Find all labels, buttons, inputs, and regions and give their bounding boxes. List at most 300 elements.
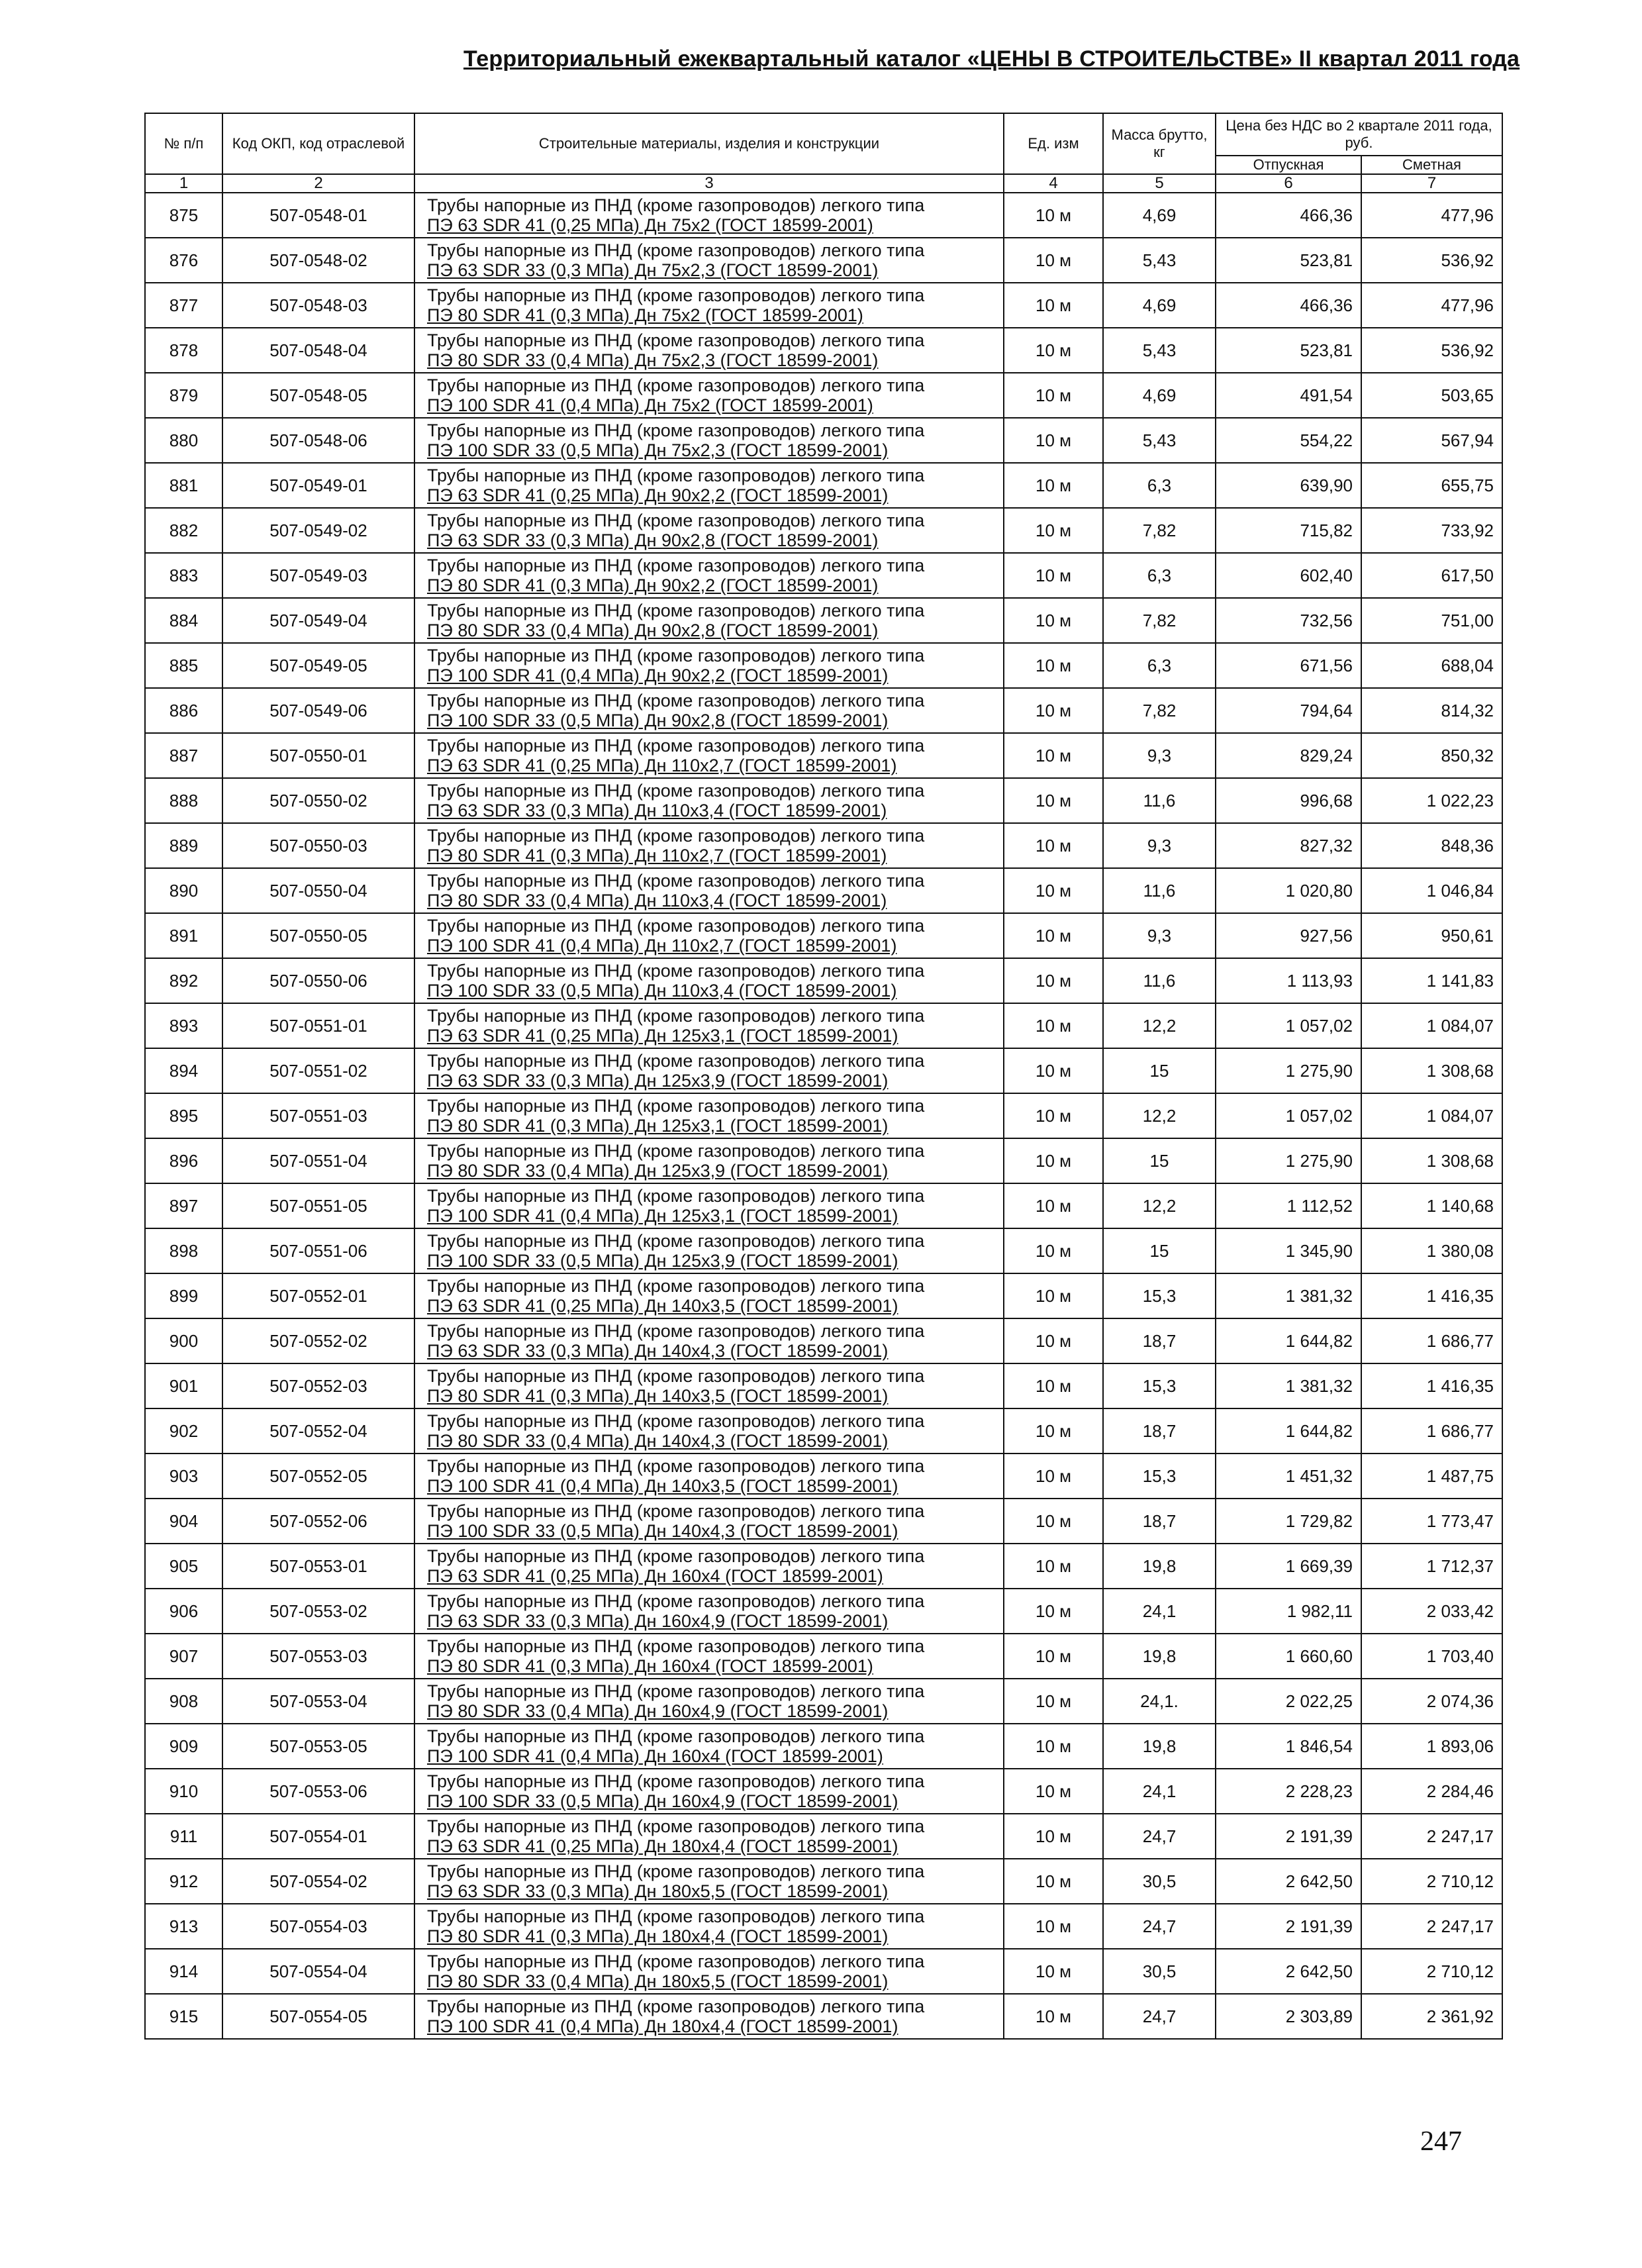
unit: 10 м	[1004, 1814, 1103, 1859]
material-description	[414, 193, 1004, 238]
price-estimate: 2 247,17	[1361, 1814, 1502, 1859]
okp-code: 507-0548-04	[222, 328, 414, 373]
mass: 11,6	[1103, 778, 1216, 823]
material-description	[414, 868, 1004, 913]
mass: 18,7	[1103, 1499, 1216, 1544]
mass: 15,3	[1103, 1454, 1216, 1499]
material-name: Трубы напорные из ПНД (кроме газопроводов) легкого типа	[427, 330, 925, 350]
unit: 10 м	[1004, 958, 1103, 1003]
price-release: 1 345,90	[1216, 1228, 1361, 1273]
material-spec: ПЭ 63 SDR 33 (0,3 МПа) Дн 75х2,3 (ГОСТ 18599-2001)	[427, 260, 879, 280]
table-row	[145, 1679, 1502, 1724]
table-row	[145, 1499, 1502, 1544]
price-release: 1 729,82	[1216, 1499, 1361, 1544]
material-spec: ПЭ 80 SDR 41 (0,3 МПа) Дн 75х2 (ГОСТ 18599-2001)	[427, 305, 863, 325]
material-description	[414, 373, 1004, 418]
material-name: Трубы напорные из ПНД (кроме газопроводов) легкого типа	[427, 1951, 925, 1971]
mass: 5,43	[1103, 238, 1216, 283]
price-release: 996,68	[1216, 778, 1361, 823]
table-row	[145, 1814, 1502, 1859]
table-header	[145, 113, 1502, 193]
material-name: Трубы напорные из ПНД (кроме газопроводов) легкого типа	[427, 1456, 925, 1476]
material-description	[414, 1544, 1004, 1589]
mass: 11,6	[1103, 868, 1216, 913]
unit: 10 м	[1004, 1589, 1103, 1634]
mass: 15	[1103, 1228, 1216, 1273]
material-spec: ПЭ 80 SDR 33 (0,4 МПа) Дн 110х3,4 (ГОСТ 18599-2001)	[427, 891, 887, 911]
material-description	[414, 688, 1004, 733]
table-row	[145, 1093, 1502, 1138]
row-number: 898	[145, 1228, 222, 1273]
material-description	[414, 1454, 1004, 1499]
price-estimate: 1 141,83	[1361, 958, 1502, 1003]
price-release: 1 275,90	[1216, 1138, 1361, 1183]
okp-code: 507-0550-01	[222, 733, 414, 778]
material-name: Трубы напорные из ПНД (кроме газопроводов) легкого типа	[427, 1006, 925, 1026]
unit: 10 м	[1004, 328, 1103, 373]
material-spec: ПЭ 80 SDR 41 (0,3 МПа) Дн 90х2,2 (ГОСТ 18599-2001)	[427, 575, 879, 595]
okp-code: 507-0549-04	[222, 598, 414, 643]
mass: 12,2	[1103, 1003, 1216, 1048]
material-name: Трубы напорные из ПНД (кроме газопроводов) легкого типа	[427, 1546, 925, 1566]
row-number: 889	[145, 823, 222, 868]
material-name: Трубы напорные из ПНД (кроме газопроводов) легкого типа	[427, 556, 925, 575]
mass: 24,7	[1103, 1904, 1216, 1949]
table-row	[145, 1363, 1502, 1408]
unit: 10 м	[1004, 823, 1103, 868]
row-number: 876	[145, 238, 222, 283]
okp-code: 507-0552-06	[222, 1499, 414, 1544]
price-estimate: 814,32	[1361, 688, 1502, 733]
column-number: 6	[1216, 174, 1361, 193]
material-description	[414, 1003, 1004, 1048]
table-row	[145, 1273, 1502, 1318]
price-estimate: 688,04	[1361, 643, 1502, 688]
material-name: Трубы напорные из ПНД (кроме газопроводов) легкого типа	[427, 375, 925, 395]
okp-code: 507-0550-03	[222, 823, 414, 868]
table-row	[145, 688, 1502, 733]
price-release: 523,81	[1216, 238, 1361, 283]
price-estimate: 1 308,68	[1361, 1138, 1502, 1183]
material-name: Трубы напорные из ПНД (кроме газопроводов) легкого типа	[427, 646, 925, 666]
row-number: 915	[145, 1994, 222, 2039]
material-spec: ПЭ 100 SDR 41 (0,4 МПа) Дн 180х4,4 (ГОСТ 18599-2001)	[427, 2016, 898, 2036]
row-number: 887	[145, 733, 222, 778]
okp-code: 507-0554-03	[222, 1904, 414, 1949]
price-release: 715,82	[1216, 508, 1361, 553]
row-number: 902	[145, 1408, 222, 1454]
material-name: Трубы напорные из ПНД (кроме газопроводов) легкого типа	[427, 1681, 925, 1701]
mass: 15	[1103, 1048, 1216, 1093]
price-estimate: 2 361,92	[1361, 1994, 1502, 2039]
material-spec: ПЭ 63 SDR 41 (0,25 МПа) Дн 125х3,1 (ГОСТ 18599-2001)	[427, 1026, 898, 1046]
okp-code: 507-0549-06	[222, 688, 414, 733]
material-spec: ПЭ 63 SDR 33 (0,3 МПа) Дн 160х4,9 (ГОСТ 18599-2001)	[427, 1611, 889, 1631]
material-description	[414, 643, 1004, 688]
table-row	[145, 1904, 1502, 1949]
okp-code: 507-0553-01	[222, 1544, 414, 1589]
col-header-materials: Строительные материалы, изделия и конструкции	[414, 113, 1004, 174]
price-estimate: 733,92	[1361, 508, 1502, 553]
material-spec: ПЭ 100 SDR 33 (0,5 МПа) Дн 75х2,3 (ГОСТ 18599-2001)	[427, 440, 889, 460]
material-spec: ПЭ 80 SDR 33 (0,4 МПа) Дн 160х4,9 (ГОСТ 18599-2001)	[427, 1701, 889, 1721]
price-release: 794,64	[1216, 688, 1361, 733]
material-description	[414, 283, 1004, 328]
mass: 24,7	[1103, 1814, 1216, 1859]
mass: 6,3	[1103, 643, 1216, 688]
price-estimate: 477,96	[1361, 193, 1502, 238]
price-estimate: 848,36	[1361, 823, 1502, 868]
okp-code: 507-0552-03	[222, 1363, 414, 1408]
price-table	[144, 113, 1503, 2040]
mass: 5,43	[1103, 328, 1216, 373]
okp-code: 507-0551-04	[222, 1138, 414, 1183]
mass: 9,3	[1103, 733, 1216, 778]
unit: 10 м	[1004, 1769, 1103, 1814]
material-name: Трубы напорные из ПНД (кроме газопроводов) легкого типа	[427, 961, 925, 981]
column-number: 1	[145, 174, 222, 193]
unit: 10 м	[1004, 238, 1103, 283]
price-estimate: 503,65	[1361, 373, 1502, 418]
material-name: Трубы напорные из ПНД (кроме газопроводов) легкого типа	[427, 1591, 925, 1611]
material-name: Трубы напорные из ПНД (кроме газопроводов) легкого типа	[427, 285, 925, 305]
row-number: 895	[145, 1093, 222, 1138]
unit: 10 м	[1004, 1273, 1103, 1318]
okp-code: 507-0551-02	[222, 1048, 414, 1093]
price-estimate: 1 703,40	[1361, 1634, 1502, 1679]
row-number: 885	[145, 643, 222, 688]
price-release: 1 451,32	[1216, 1454, 1361, 1499]
okp-code: 507-0551-05	[222, 1183, 414, 1228]
okp-code: 507-0553-05	[222, 1724, 414, 1769]
unit: 10 м	[1004, 1408, 1103, 1454]
okp-code: 507-0551-01	[222, 1003, 414, 1048]
unit: 10 м	[1004, 1228, 1103, 1273]
material-description	[414, 1634, 1004, 1679]
material-description	[414, 1679, 1004, 1724]
okp-code: 507-0549-01	[222, 463, 414, 508]
mass: 4,69	[1103, 373, 1216, 418]
material-name: Трубы напорные из ПНД (кроме газопроводов) легкого типа	[427, 1141, 925, 1161]
table-row	[145, 1138, 1502, 1183]
price-estimate: 655,75	[1361, 463, 1502, 508]
price-estimate: 1 140,68	[1361, 1183, 1502, 1228]
table-row	[145, 238, 1502, 283]
row-number: 886	[145, 688, 222, 733]
price-release: 1 275,90	[1216, 1048, 1361, 1093]
material-spec: ПЭ 100 SDR 41 (0,4 МПа) Дн 90х2,2 (ГОСТ 18599-2001)	[427, 666, 889, 685]
col-header-code: Код ОКП, код отраслевой	[222, 113, 414, 174]
material-name: Трубы напорные из ПНД (кроме газопроводов) легкого типа	[427, 601, 925, 620]
table-row	[145, 1003, 1502, 1048]
unit: 10 м	[1004, 418, 1103, 463]
table-row	[145, 283, 1502, 328]
table-row	[145, 1183, 1502, 1228]
material-description	[414, 1093, 1004, 1138]
material-spec: ПЭ 100 SDR 33 (0,5 МПа) Дн 125х3,9 (ГОСТ 18599-2001)	[427, 1251, 898, 1271]
row-number: 904	[145, 1499, 222, 1544]
row-number: 893	[145, 1003, 222, 1048]
material-description	[414, 1273, 1004, 1318]
price-release: 2 228,23	[1216, 1769, 1361, 1814]
okp-code: 507-0550-05	[222, 913, 414, 958]
unit: 10 м	[1004, 868, 1103, 913]
row-number: 880	[145, 418, 222, 463]
price-estimate: 751,00	[1361, 598, 1502, 643]
table-row	[145, 193, 1502, 238]
material-spec: ПЭ 80 SDR 41 (0,3 МПа) Дн 110х2,7 (ГОСТ 18599-2001)	[427, 846, 887, 865]
table-row	[145, 778, 1502, 823]
table-row	[145, 1634, 1502, 1679]
material-spec: ПЭ 63 SDR 41 (0,25 МПа) Дн 140х3,5 (ГОСТ 18599-2001)	[427, 1296, 898, 1316]
material-description	[414, 1183, 1004, 1228]
table-row	[145, 1769, 1502, 1814]
material-spec: ПЭ 100 SDR 41 (0,4 МПа) Дн 110х2,7 (ГОСТ 18599-2001)	[427, 936, 897, 956]
material-spec: ПЭ 63 SDR 33 (0,3 МПа) Дн 140х4,3 (ГОСТ 18599-2001)	[427, 1341, 889, 1361]
unit: 10 м	[1004, 1318, 1103, 1363]
material-spec: ПЭ 63 SDR 41 (0,25 МПа) Дн 75х2 (ГОСТ 18599-2001)	[427, 215, 873, 235]
price-estimate: 1 416,35	[1361, 1273, 1502, 1318]
table-row	[145, 1544, 1502, 1589]
unit: 10 м	[1004, 1183, 1103, 1228]
row-number: 907	[145, 1634, 222, 1679]
material-description	[414, 553, 1004, 598]
material-name: Трубы напорные из ПНД (кроме газопроводов) легкого типа	[427, 240, 925, 260]
price-release: 1 381,32	[1216, 1273, 1361, 1318]
material-description	[414, 328, 1004, 373]
material-description	[414, 958, 1004, 1003]
material-spec: ПЭ 63 SDR 33 (0,3 МПа) Дн 90х2,8 (ГОСТ 18599-2001)	[427, 530, 879, 550]
price-estimate: 1 046,84	[1361, 868, 1502, 913]
okp-code: 507-0554-02	[222, 1859, 414, 1904]
price-release: 2 191,39	[1216, 1904, 1361, 1949]
material-spec: ПЭ 80 SDR 33 (0,4 МПа) Дн 180х5,5 (ГОСТ 18599-2001)	[427, 1971, 889, 1991]
row-number: 913	[145, 1904, 222, 1949]
okp-code: 507-0554-05	[222, 1994, 414, 2039]
table-row	[145, 463, 1502, 508]
unit: 10 м	[1004, 283, 1103, 328]
price-estimate: 536,92	[1361, 238, 1502, 283]
material-spec: ПЭ 100 SDR 33 (0,5 МПа) Дн 110х3,4 (ГОСТ 18599-2001)	[427, 981, 897, 1001]
table-row	[145, 373, 1502, 418]
price-estimate: 2 247,17	[1361, 1904, 1502, 1949]
material-spec: ПЭ 63 SDR 33 (0,3 МПа) Дн 110х3,4 (ГОСТ 18599-2001)	[427, 801, 887, 820]
price-estimate: 1 084,07	[1361, 1093, 1502, 1138]
mass: 5,43	[1103, 418, 1216, 463]
material-description	[414, 1048, 1004, 1093]
material-description	[414, 733, 1004, 778]
price-release: 1 846,54	[1216, 1724, 1361, 1769]
unit: 10 м	[1004, 508, 1103, 553]
row-number: 910	[145, 1769, 222, 1814]
mass: 24,1	[1103, 1589, 1216, 1634]
material-spec: ПЭ 100 SDR 41 (0,4 МПа) Дн 140х3,5 (ГОСТ 18599-2001)	[427, 1476, 898, 1496]
unit: 10 м	[1004, 1724, 1103, 1769]
material-name: Трубы напорные из ПНД (кроме газопроводов) легкого типа	[427, 1366, 925, 1386]
material-description	[414, 1363, 1004, 1408]
okp-code: 507-0553-02	[222, 1589, 414, 1634]
price-release: 1 113,93	[1216, 958, 1361, 1003]
material-description	[414, 1814, 1004, 1859]
price-estimate: 2 710,12	[1361, 1949, 1502, 1994]
material-spec: ПЭ 100 SDR 41 (0,4 МПа) Дн 160х4 (ГОСТ 18599-2001)	[427, 1746, 883, 1766]
row-number: 897	[145, 1183, 222, 1228]
material-spec: ПЭ 80 SDR 41 (0,3 МПа) Дн 125х3,1 (ГОСТ 18599-2001)	[427, 1116, 889, 1136]
row-number: 879	[145, 373, 222, 418]
mass: 24,1.	[1103, 1679, 1216, 1724]
okp-code: 507-0552-05	[222, 1454, 414, 1499]
table-row	[145, 508, 1502, 553]
unit: 10 м	[1004, 1904, 1103, 1949]
table-row	[145, 1318, 1502, 1363]
price-release: 2 191,39	[1216, 1814, 1361, 1859]
material-name: Трубы напорные из ПНД (кроме газопроводов) легкого типа	[427, 511, 925, 530]
table-row	[145, 823, 1502, 868]
material-description	[414, 1318, 1004, 1363]
row-number: 912	[145, 1859, 222, 1904]
mass: 15,3	[1103, 1273, 1216, 1318]
row-number: 878	[145, 328, 222, 373]
unit: 10 м	[1004, 1454, 1103, 1499]
price-release: 554,22	[1216, 418, 1361, 463]
row-number: 882	[145, 508, 222, 553]
unit: 10 м	[1004, 1138, 1103, 1183]
column-number: 5	[1103, 174, 1216, 193]
price-estimate: 1 773,47	[1361, 1499, 1502, 1544]
table-row	[145, 643, 1502, 688]
unit: 10 м	[1004, 913, 1103, 958]
material-name: Трубы напорные из ПНД (кроме газопроводов) легкого типа	[427, 1096, 925, 1116]
unit: 10 м	[1004, 1093, 1103, 1138]
material-description	[414, 1949, 1004, 1994]
column-number: 7	[1361, 174, 1502, 193]
price-release: 1 982,11	[1216, 1589, 1361, 1634]
material-name: Трубы напорные из ПНД (кроме газопроводов) легкого типа	[427, 1411, 925, 1431]
row-number: 908	[145, 1679, 222, 1724]
row-number: 911	[145, 1814, 222, 1859]
okp-code: 507-0552-04	[222, 1408, 414, 1454]
row-number: 906	[145, 1589, 222, 1634]
table-row	[145, 913, 1502, 958]
row-number: 892	[145, 958, 222, 1003]
price-estimate: 1 308,68	[1361, 1048, 1502, 1093]
row-number: 899	[145, 1273, 222, 1318]
price-estimate: 850,32	[1361, 733, 1502, 778]
unit: 10 м	[1004, 1949, 1103, 1994]
material-description	[414, 1904, 1004, 1949]
price-estimate: 2 033,42	[1361, 1589, 1502, 1634]
price-estimate: 2 710,12	[1361, 1859, 1502, 1904]
row-number: 881	[145, 463, 222, 508]
row-number: 900	[145, 1318, 222, 1363]
unit: 10 м	[1004, 1994, 1103, 2039]
price-release: 491,54	[1216, 373, 1361, 418]
material-spec: ПЭ 100 SDR 41 (0,4 МПа) Дн 125х3,1 (ГОСТ 18599-2001)	[427, 1206, 898, 1226]
okp-code: 507-0553-03	[222, 1634, 414, 1679]
column-number: 4	[1004, 174, 1103, 193]
material-description	[414, 1769, 1004, 1814]
table-row	[145, 1454, 1502, 1499]
material-name: Трубы напорные из ПНД (кроме газопроводов) легкого типа	[427, 826, 925, 846]
col-header-num: № п/п	[145, 113, 222, 174]
price-estimate: 1 893,06	[1361, 1724, 1502, 1769]
okp-code: 507-0550-02	[222, 778, 414, 823]
price-release: 1 381,32	[1216, 1363, 1361, 1408]
material-name: Трубы напорные из ПНД (кроме газопроводов) легкого типа	[427, 466, 925, 485]
material-spec: ПЭ 63 SDR 41 (0,25 МПа) Дн 110х2,7 (ГОСТ 18599-2001)	[427, 756, 897, 775]
material-name: Трубы напорные из ПНД (кроме газопроводов) легкого типа	[427, 1186, 925, 1206]
mass: 19,8	[1103, 1544, 1216, 1589]
okp-code: 507-0554-01	[222, 1814, 414, 1859]
okp-code: 507-0553-06	[222, 1769, 414, 1814]
material-spec: ПЭ 63 SDR 41 (0,25 МПа) Дн 160х4 (ГОСТ 18599-2001)	[427, 1566, 883, 1586]
price-release: 827,32	[1216, 823, 1361, 868]
row-number: 888	[145, 778, 222, 823]
price-estimate: 477,96	[1361, 283, 1502, 328]
material-description	[414, 1859, 1004, 1904]
material-description	[414, 463, 1004, 508]
material-spec: ПЭ 80 SDR 41 (0,3 МПа) Дн 140х3,5 (ГОСТ 18599-2001)	[427, 1386, 889, 1406]
material-name: Трубы напорные из ПНД (кроме газопроводов) легкого типа	[427, 1726, 925, 1746]
material-spec: ПЭ 100 SDR 33 (0,5 МПа) Дн 140х4,3 (ГОСТ 18599-2001)	[427, 1521, 898, 1541]
okp-code: 507-0548-06	[222, 418, 414, 463]
price-release: 639,90	[1216, 463, 1361, 508]
material-name: Трубы напорные из ПНД (кроме газопроводов) легкого типа	[427, 691, 925, 711]
okp-code: 507-0552-01	[222, 1273, 414, 1318]
table-row	[145, 958, 1502, 1003]
table-row	[145, 1228, 1502, 1273]
material-name: Трубы напорные из ПНД (кроме газопроводов) легкого типа	[427, 1861, 925, 1881]
mass: 7,82	[1103, 688, 1216, 733]
material-spec: ПЭ 80 SDR 33 (0,4 МПа) Дн 125х3,9 (ГОСТ 18599-2001)	[427, 1161, 889, 1181]
material-description	[414, 598, 1004, 643]
mass: 30,5	[1103, 1859, 1216, 1904]
material-spec: ПЭ 63 SDR 41 (0,25 МПа) Дн 90х2,2 (ГОСТ 18599-2001)	[427, 485, 889, 505]
okp-code: 507-0548-01	[222, 193, 414, 238]
unit: 10 м	[1004, 733, 1103, 778]
price-release: 1 644,82	[1216, 1318, 1361, 1363]
table-row	[145, 1994, 1502, 2039]
page-number: 247	[1420, 2126, 1462, 2157]
mass: 12,2	[1103, 1183, 1216, 1228]
material-name: Трубы напорные из ПНД (кроме газопроводов) легкого типа	[427, 1636, 925, 1656]
price-estimate: 1 084,07	[1361, 1003, 1502, 1048]
col-header-price-group: Цена без НДС во 2 квартале 2011 года, руб.	[1216, 113, 1502, 156]
material-description	[414, 913, 1004, 958]
material-spec: ПЭ 80 SDR 41 (0,3 МПа) Дн 160х4 (ГОСТ 18599-2001)	[427, 1656, 873, 1676]
column-number-row	[145, 174, 1502, 193]
okp-code: 507-0552-02	[222, 1318, 414, 1363]
material-spec: ПЭ 100 SDR 41 (0,4 МПа) Дн 75х2 (ГОСТ 18599-2001)	[427, 395, 873, 415]
column-number: 3	[414, 174, 1004, 193]
price-estimate: 1 380,08	[1361, 1228, 1502, 1273]
row-number: 884	[145, 598, 222, 643]
price-release: 2 642,50	[1216, 1859, 1361, 1904]
price-estimate: 1 022,23	[1361, 778, 1502, 823]
okp-code: 507-0550-06	[222, 958, 414, 1003]
okp-code: 507-0548-05	[222, 373, 414, 418]
okp-code: 507-0551-03	[222, 1093, 414, 1138]
mass: 6,3	[1103, 553, 1216, 598]
mass: 19,8	[1103, 1724, 1216, 1769]
table-row	[145, 1859, 1502, 1904]
price-release: 1 020,80	[1216, 868, 1361, 913]
mass: 11,6	[1103, 958, 1216, 1003]
okp-code: 507-0548-03	[222, 283, 414, 328]
price-estimate: 536,92	[1361, 328, 1502, 373]
row-number: 877	[145, 283, 222, 328]
material-spec: ПЭ 63 SDR 33 (0,3 МПа) Дн 125х3,9 (ГОСТ 18599-2001)	[427, 1071, 889, 1091]
